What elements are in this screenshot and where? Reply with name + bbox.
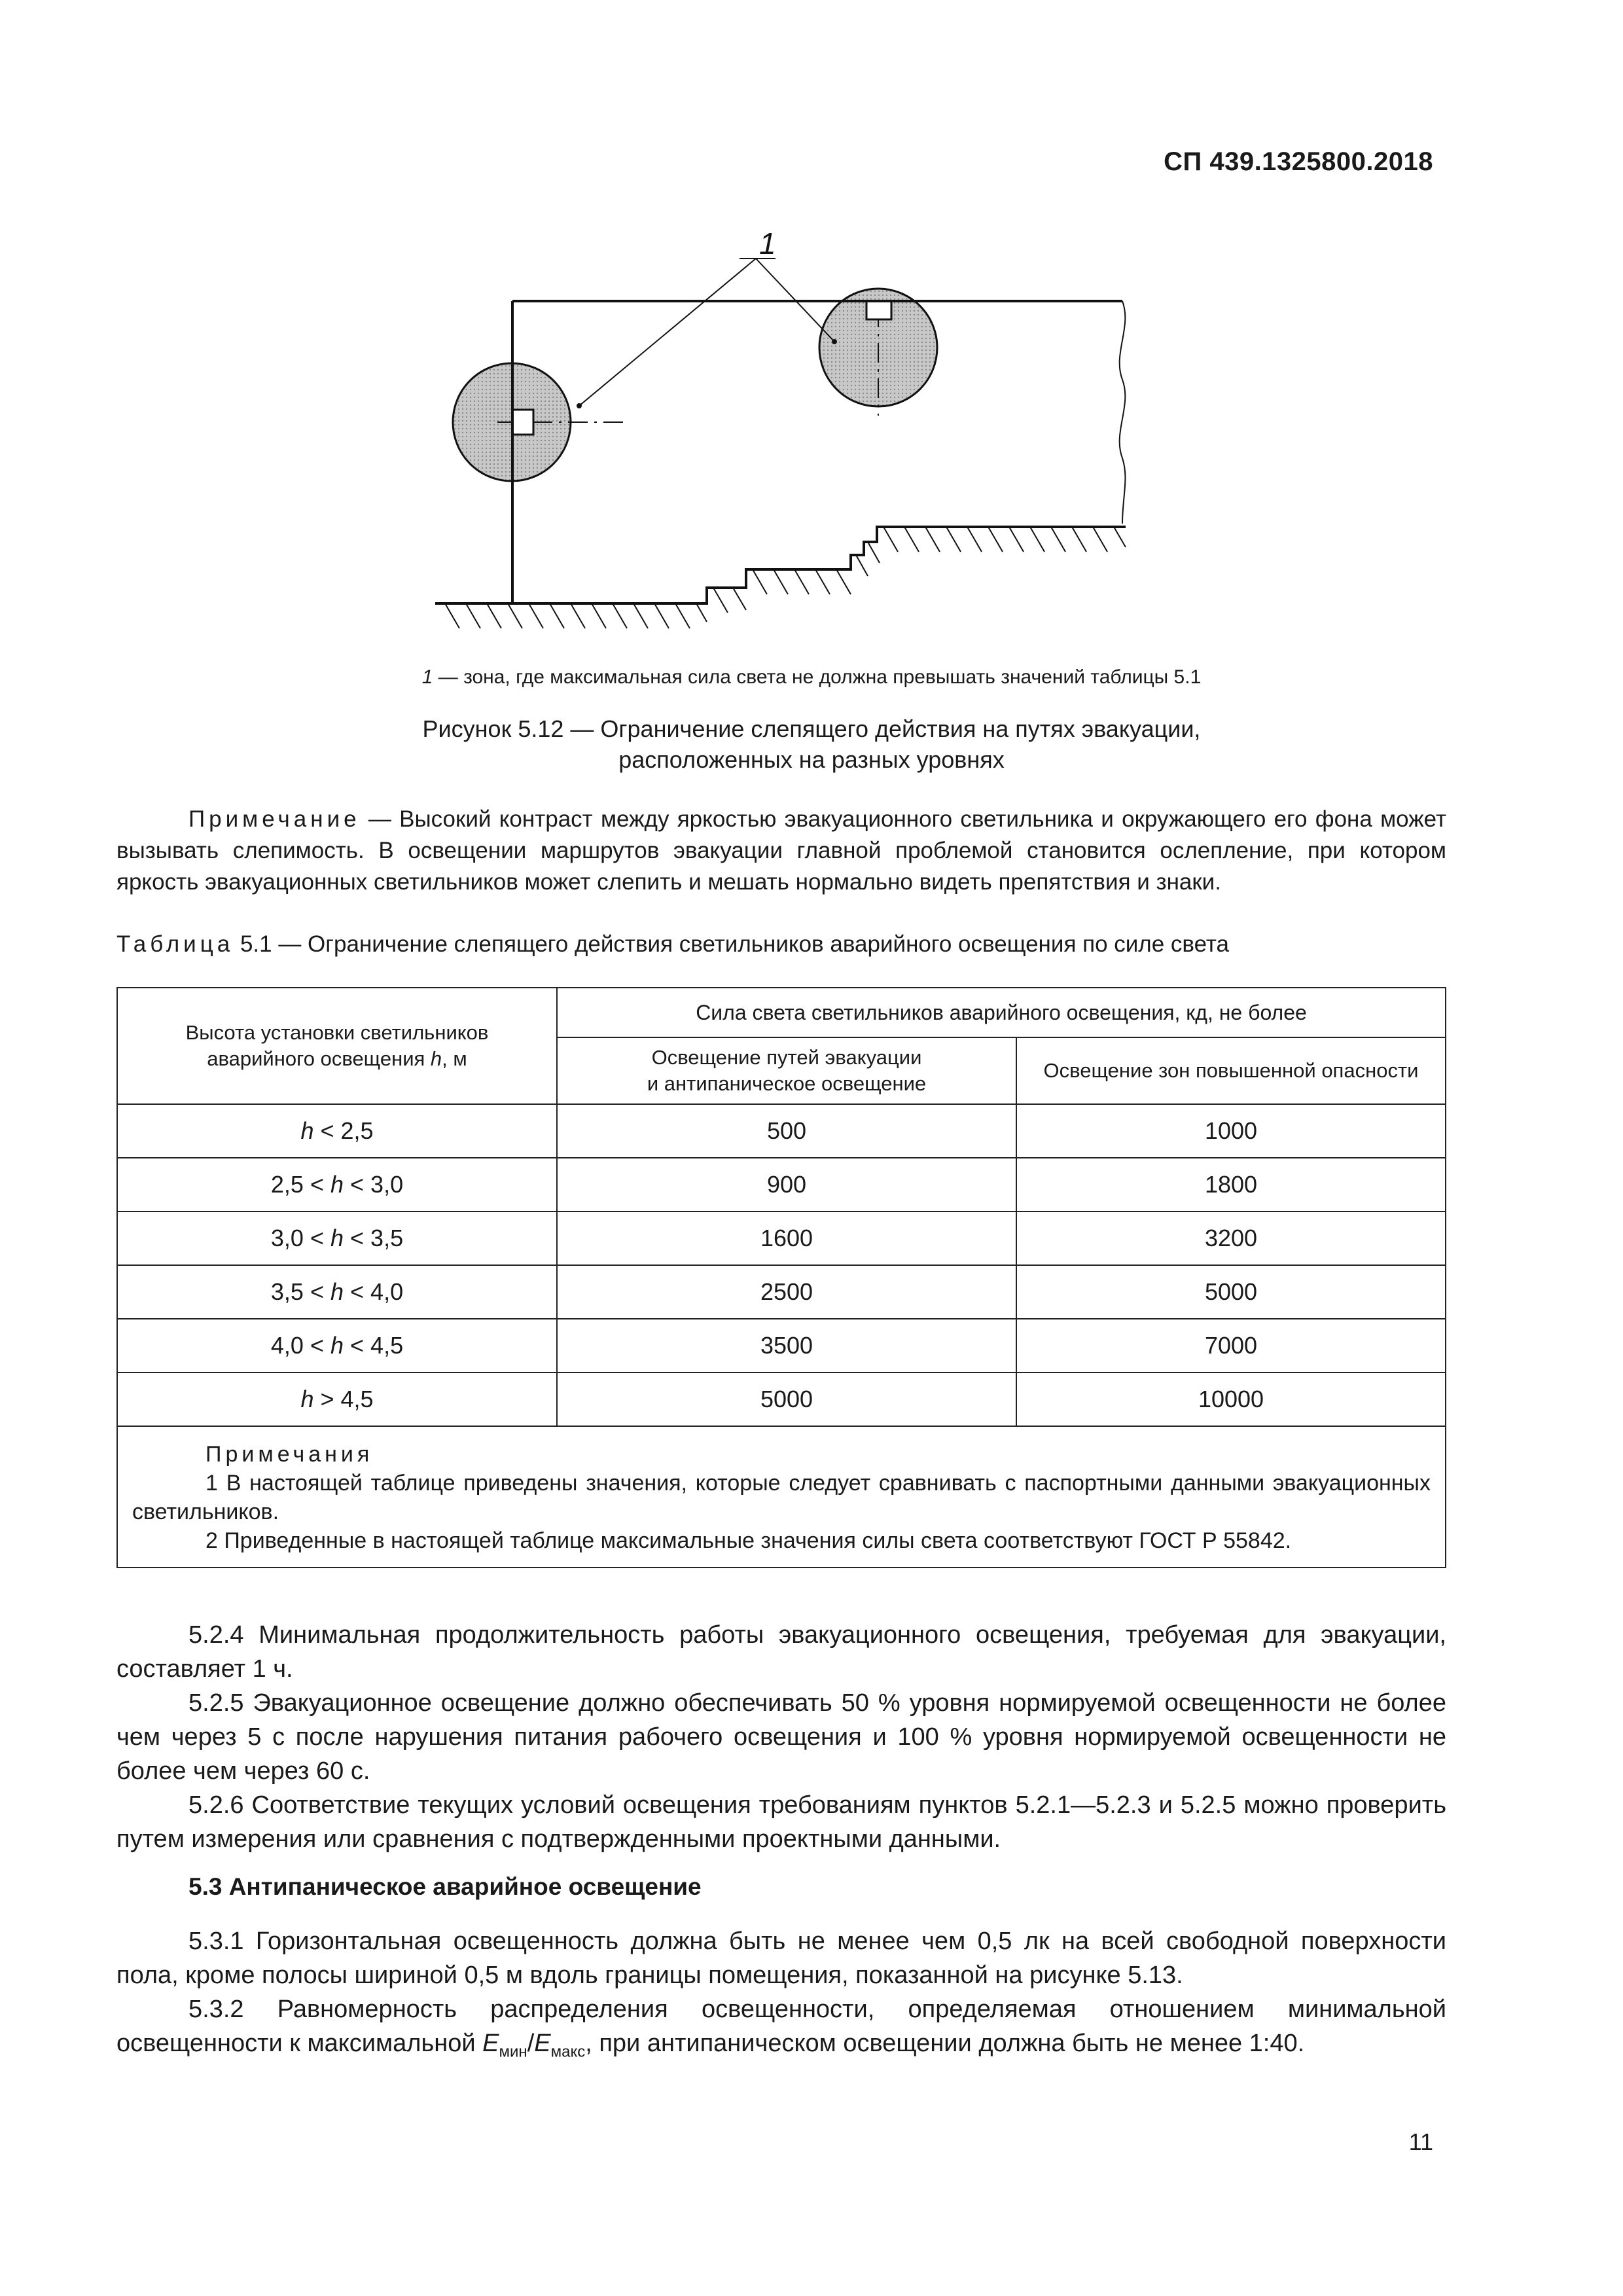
page-number: 11 xyxy=(1408,2128,1433,2155)
table-row xyxy=(117,1104,1446,1158)
paragraph-5-2-4: 5.2.4 Минимальная продолжительность работы эвакуационного освещения, требуемая для эвакуации, составляет 1 ч. xyxy=(116,1621,1446,1683)
paragraph-5-2-5: 5.2.5 Эвакуационное освещение должно обеспечивать 50 % уровня нормируемой освещенности не более чем через 5 с после нарушения питания рабочего освещения и 100 % уровня нормируемой освещенности не более чем через 60 с. xyxy=(116,1689,1446,1785)
danger-cell: 1800 xyxy=(1016,1158,1446,1211)
danger-cell: 10000 xyxy=(1016,1372,1446,1426)
note-text: — Высокий контраст между яркостью эвакуационного светильника и окружающего его фона может вызывать слепимость. В освещении маршрутов эвакуации главной проблемой становится ослепление, при котором яркость эвакуационных светильников может слепить и мешать нормально видеть препятствия и знаки. xyxy=(116,806,1446,895)
legend-text: — зона, где максимальная сила света не должна превышать значений таблицы 5.1 xyxy=(433,666,1202,688)
danger-cell: 5000 xyxy=(1016,1265,1446,1319)
table-row xyxy=(117,1372,1446,1426)
legend-number: 1 xyxy=(421,666,433,688)
figure-legend xyxy=(0,666,1623,689)
danger-cell: 3200 xyxy=(1016,1211,1446,1265)
evac-cell: 500 xyxy=(557,1104,1016,1158)
col-evac-header: Освещение путей эвакуации и антипаническое освещение xyxy=(557,1037,1016,1104)
height-cell: 2,5 < h < 3,0 xyxy=(117,1158,557,1211)
note-label: Примечание xyxy=(188,806,361,832)
height-cell: 4,0 < h < 4,5 xyxy=(117,1319,557,1372)
figure-callout-label: 1 xyxy=(759,226,776,260)
col-danger-header: Освещение зон повышенной опасности xyxy=(1016,1037,1446,1104)
figure-5-12 xyxy=(406,223,1191,651)
paragraph-5-3-1: 5.3.1 Горизонтальная освещенность должна быть не менее чем 0,5 лк на всей свободной поверхности пола, кроме полосы шириной 0,5 м вдоль границы помещения, показанной на рисунке 5.13. xyxy=(116,1928,1446,1989)
height-cell: 3,5 < h < 4,0 xyxy=(117,1265,557,1319)
evac-cell: 1600 xyxy=(557,1211,1016,1265)
paragraph-5-2-6: 5.2.6 Соответствие текущих условий освещения требованиям пунктов 5.2.1—5.2.3 и 5.2.5 можно проверить путем измерения или сравнения с подтвержденными проектными данными. xyxy=(116,1791,1446,1853)
paragraph-5-3-2: 5.3.2 Равномерность распределения освещенности, определяемая отношением минимальной освещенности к максимальной $E_{мин}/E_{макс}$, при антипаническом освещении должна быть не менее 1:40. xyxy=(116,1996,1446,2061)
table-row xyxy=(117,1265,1446,1319)
height-cell: 3,0 < h < 3,5 xyxy=(117,1211,557,1265)
luminaire-right xyxy=(866,301,891,319)
table-5-1 xyxy=(116,987,1446,1568)
table-title-text: 5.1 — Ограничение слепящего действия светильников аварийного освещения по силе света xyxy=(234,931,1230,957)
caption-line-2: расположенных на разных уровнях xyxy=(618,746,1005,773)
evac-cell: 2500 xyxy=(557,1265,1016,1319)
table-label: Таблица xyxy=(116,931,234,957)
table-title xyxy=(116,931,1229,958)
evac-cell: 3500 xyxy=(557,1319,1016,1372)
section-title: 5.3 Антипаническое аварийное освещение xyxy=(188,1873,702,1900)
evacuation-levels-diagram xyxy=(406,223,1191,648)
standard-code: СП 439.1325800.2018 xyxy=(1164,147,1433,176)
luminaire-left xyxy=(512,410,533,435)
evac-cell: 900 xyxy=(557,1158,1016,1211)
height-cell: h < 2,5 xyxy=(117,1104,557,1158)
evac-cell: 5000 xyxy=(557,1372,1016,1426)
table-row xyxy=(117,1319,1446,1372)
table-note-2: 2 Приведенные в настоящей таблице максимальные значения силы света соответствуют ГОСТ Р 55842. xyxy=(205,1528,1292,1553)
danger-cell: 7000 xyxy=(1016,1319,1446,1372)
figure-note xyxy=(116,804,1446,898)
col-height-header: Высота установки светильников аварийного освещения h, м xyxy=(117,988,557,1104)
figure-caption xyxy=(0,713,1623,775)
danger-cell: 1000 xyxy=(1016,1104,1446,1158)
height-cell: h > 4,5 xyxy=(117,1372,557,1426)
table-note-1: 1 В настоящей таблице приведены значения, которые следует сравнивать с паспортными данными эвакуационных светильников. xyxy=(132,1471,1431,1524)
table-row xyxy=(117,1211,1446,1265)
caption-line-1: Рисунок 5.12 — Ограничение слепящего действия на путях эвакуации, xyxy=(422,715,1201,742)
table-row xyxy=(117,1158,1446,1211)
table-notes xyxy=(117,1426,1446,1568)
group-header: Сила света светильников аварийного освещения, кд, не более xyxy=(557,988,1446,1037)
table-notes-head: Примечания xyxy=(205,1442,374,1467)
